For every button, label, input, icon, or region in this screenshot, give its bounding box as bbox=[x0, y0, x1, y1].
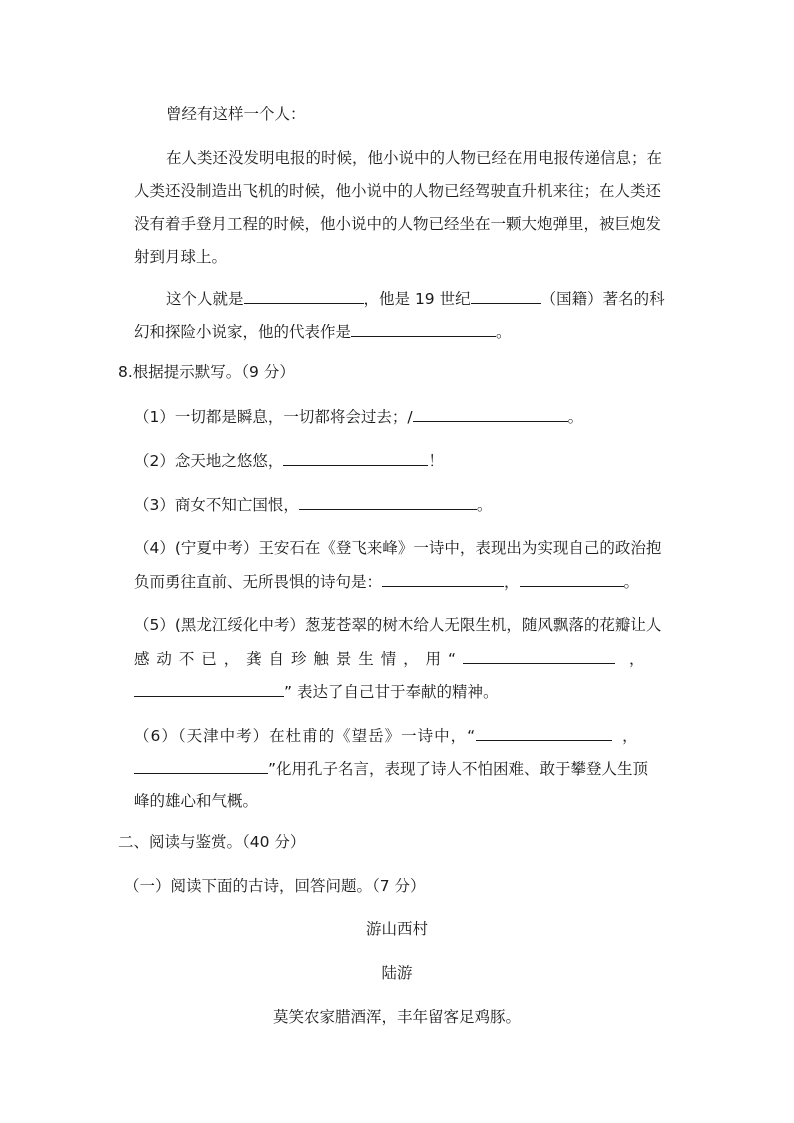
intro-question-line-2 bbox=[134, 320, 512, 343]
q8-item-text: 。 bbox=[567, 408, 584, 426]
q8-title: 8.根据提示默写。（9 分） bbox=[118, 363, 295, 381]
q8-item-5-line-1: （5）(黑龙江绥化中考）葱茏苍翠的树木给人无限生机，随风飘落的花瓣让人 bbox=[134, 616, 662, 634]
answer-blank-8-6a[interactable] bbox=[476, 724, 612, 741]
q8-item-text: 负而勇往直前、无所畏惧的诗句是： bbox=[134, 573, 383, 591]
intro-question-text: ，他是 19 世纪 bbox=[363, 290, 471, 308]
q8-item-text: （3）商女不知亡国恨， bbox=[134, 496, 299, 514]
q8-item-text: （2）念天地之悠悠， bbox=[134, 452, 284, 470]
q8-item-text: ， bbox=[504, 573, 520, 591]
intro-line-1: 曾经有这样一个人： bbox=[166, 105, 306, 123]
answer-blank-8-4b[interactable] bbox=[520, 570, 624, 587]
section-2-subtitle: （一）阅读下面的古诗，回答问题。（7 分） bbox=[124, 877, 426, 895]
q8-item-6-line-1 bbox=[134, 724, 638, 747]
answer-blank-nationality[interactable] bbox=[471, 287, 541, 304]
answer-blank-8-5b[interactable] bbox=[134, 680, 284, 697]
answer-blank-8-6b[interactable] bbox=[134, 757, 268, 774]
intro-question-text: （国籍）著名的科 bbox=[540, 290, 665, 308]
answer-blank-person[interactable] bbox=[244, 287, 364, 304]
q8-item-4-line-1: （4）(宁夏中考）王安石在《登飞来峰》一诗中，表现出为实现自己的政治抱 bbox=[134, 539, 662, 557]
q8-item-4-line-2 bbox=[134, 570, 639, 593]
answer-blank-8-2[interactable] bbox=[283, 449, 428, 466]
q8-item-text: 。 bbox=[623, 573, 640, 591]
answer-blank-8-1[interactable] bbox=[413, 405, 568, 422]
intro-paragraph-line: 射到月球上。 bbox=[134, 248, 228, 266]
poem-line: 莫笑农家腊酒浑，丰年留客足鸡豚。 bbox=[272, 1008, 521, 1026]
q8-item-5-line-2 bbox=[134, 647, 645, 670]
intro-paragraph-line: 没有着手登月工程的时候，他小说中的人物已经坐在一颗大炮弹里，被巨炮发 bbox=[134, 215, 662, 233]
intro-paragraph-line: 人类还没制造出飞机的时候，他小说中的人物已经驾驶直升机来往；在人类还 bbox=[134, 182, 662, 200]
q8-item-5-line-3 bbox=[134, 680, 498, 703]
intro-paragraph-line: 在人类还没发明电报的时候，他小说中的人物已经在用电报传递信息；在 bbox=[166, 149, 663, 167]
q8-item-3 bbox=[134, 493, 492, 516]
q8-item-text: ” 表达了自己甘于奉献的精神。 bbox=[284, 683, 499, 701]
q8-item-text: 。 bbox=[476, 496, 493, 514]
intro-question-line-1 bbox=[166, 287, 665, 310]
intro-question-text: 幻和探险小说家，他的代表作是 bbox=[134, 323, 352, 341]
q8-item-text: 感 动 不 已 ， 龚 自 珍 触 景 生 情 ， 用 “ bbox=[134, 650, 458, 668]
poem-title: 游山西村 bbox=[365, 920, 428, 938]
q8-item-text: ！ bbox=[428, 452, 444, 470]
q8-item-text: （6）（天津中考）在杜甫的《望岳》一诗中，“ bbox=[134, 727, 477, 745]
q8-item-text: ”化用孔子名言，表现了诗人不怕困难、敢于攀登人生顶 bbox=[268, 760, 649, 778]
q8-item-text: ， bbox=[629, 650, 645, 668]
answer-blank-8-4a[interactable] bbox=[382, 570, 504, 587]
answer-blank-8-3[interactable] bbox=[299, 493, 477, 510]
q8-item-text: （1）一切都是瞬息，一切都将会过去；/ bbox=[134, 408, 413, 426]
q8-item-6-line-3: 峰的雄心和气概。 bbox=[134, 792, 259, 810]
poem-author: 陆游 bbox=[381, 964, 413, 982]
answer-blank-work[interactable] bbox=[351, 320, 496, 337]
intro-question-text: 这个人就是 bbox=[166, 290, 244, 308]
q8-item-6-line-2 bbox=[134, 757, 648, 780]
intro-question-text: 。 bbox=[496, 323, 512, 341]
q8-item-1 bbox=[134, 405, 583, 428]
q8-item-text: ， bbox=[622, 727, 638, 745]
section-2-title: 二、阅读与鉴赏。（40 分） bbox=[118, 833, 306, 851]
answer-blank-8-5a[interactable] bbox=[463, 647, 615, 664]
q8-item-2 bbox=[134, 449, 444, 472]
